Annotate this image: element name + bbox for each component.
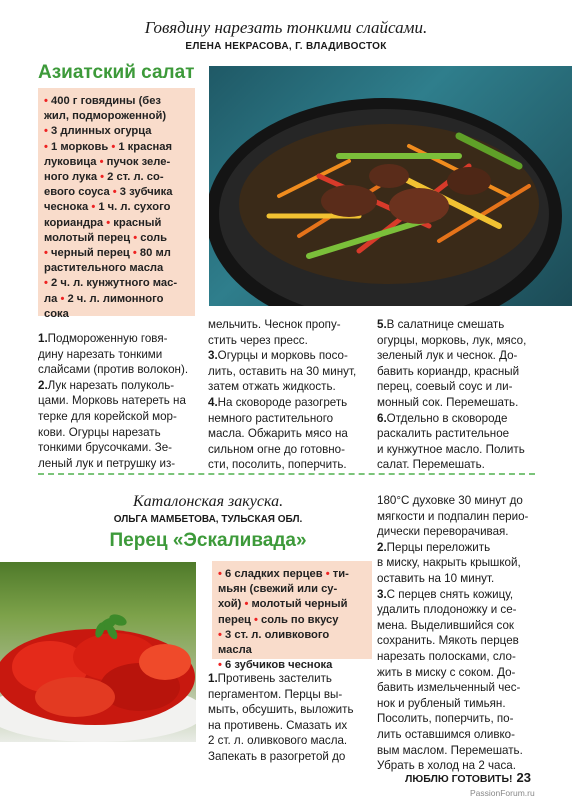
ingredient-line: мьян (свежий или су- — [218, 583, 338, 596]
recipe2-ingredients — [212, 561, 372, 672]
step-line: сти, посолить, поперчить. — [208, 458, 347, 472]
step-line: бавить кориандр, красный — [377, 364, 520, 378]
section-divider — [38, 473, 535, 475]
step-line: 5.В салатнице смешать — [377, 318, 505, 331]
page-footer — [405, 770, 531, 785]
recipe1-steps-col1 — [38, 331, 196, 471]
ingredient-line: луковица • пучок зеле- — [44, 155, 171, 168]
ingredient-line: ла • 2 ч. л. лимонного — [44, 292, 164, 305]
step-line: раскалить растительное — [377, 427, 510, 441]
ingredient-line: • 6 зубчиков чеснока — [218, 659, 333, 672]
step-line: нарезать полосками, сло- — [377, 649, 516, 663]
recipe1-steps-col2 — [208, 317, 366, 473]
step-line: жить в миску с соком. До- — [377, 665, 516, 679]
step-line: 180°С духовке 30 минут до — [377, 494, 523, 507]
step-line: удалить плодоножку и се- — [377, 603, 517, 617]
step-line: немного растительного — [208, 411, 334, 425]
ingredient-line: жил, подмороженной) — [44, 110, 167, 123]
salad-photo — [209, 66, 572, 306]
ingredient-line: • 400 г говядины (без — [44, 95, 161, 107]
step-line: 2.Лук нарезать полуколь- — [38, 378, 175, 392]
magazine-name: ЛЮБЛЮ ГОТОВИТЬ! — [405, 773, 513, 785]
step-line: 4.На сковороде разогреть — [208, 395, 348, 409]
ingredient-line: • 1 морковь • 1 красная — [44, 140, 173, 153]
ingredient-line: • 3 ст. л. оливкового масла — [218, 628, 330, 657]
step-line: зеленый лук и чеснок. До- — [377, 349, 518, 363]
step-line: Запекать в разогретой до — [208, 749, 346, 763]
step-line: 1.Противень застелить — [208, 672, 332, 685]
ingredient-line: • 6 сладких перцев • ти- — [218, 568, 349, 580]
step-line: масла. Обжарить мясо на — [208, 427, 348, 441]
step-line: дически переворачивая. — [377, 525, 509, 539]
recipe2-steps-col1 — [208, 671, 366, 765]
step-line: лить оставшимся оливко- — [377, 727, 515, 741]
recipe2-title: Перец «Эскаливада» — [109, 530, 307, 551]
ingredient-line: хой) • молотый черный — [218, 598, 348, 611]
step-line: сохранить. Мякоть перцев — [377, 634, 519, 648]
step-line: огурцы, морковь, лук, мясо, — [377, 333, 527, 347]
step-line: лить, оставить на 30 минут, — [208, 364, 357, 378]
ingredient-line: • 2 ч. л. кунжутного мас- — [44, 277, 178, 290]
ingredient-line: ного лука • 2 ст. л. со- — [44, 171, 164, 184]
step-line: 2.Перцы переложить — [377, 540, 491, 554]
watermark: PassionForum.ru — [470, 788, 535, 798]
recipe1-title: Азиатский салат — [38, 62, 195, 83]
pepper-dish-illustration — [0, 562, 196, 742]
step-line: затем отжать жидкость. — [208, 380, 336, 394]
ingredient-line: сока — [44, 307, 69, 320]
step-line: вым маслом. Перемешать. — [377, 743, 523, 757]
ingredient-line: евого соуса • 3 зубчика — [44, 186, 173, 199]
step-line: 3.С перцев снять кожицу, — [377, 587, 514, 601]
recipe1-steps-col3 — [377, 317, 535, 473]
step-line: Посолить, поперчить, по- — [377, 712, 514, 726]
step-line: дину нарезать тонкими — [38, 347, 163, 361]
step-line: тонкими брусочками. Зе- — [38, 441, 173, 455]
step-line: салат. Перемешать. — [377, 458, 485, 472]
step-line: бавить измельченный чес- — [377, 681, 521, 695]
step-line: мягкости и подпалин перио- — [377, 509, 529, 523]
step-line: пергаментом. Перцы вы- — [208, 687, 343, 701]
step-line: 2 ст. л. оливкового масла. — [208, 734, 348, 748]
recipe1-quote: Говядину нарезать тонкими слайсами. — [144, 18, 428, 37]
pepper-photo — [0, 562, 196, 742]
step-line: мыть, обсушить, выложить — [208, 703, 354, 717]
step-line: мельчить. Чеснок пропу- — [208, 318, 341, 331]
recipe2-quote: Каталонская закуска. — [132, 493, 284, 510]
step-line: сильном огне до готовно- — [208, 442, 345, 456]
step-line: оставить на 10 минут. — [377, 571, 495, 585]
step-line: кови. Огурцы нарезать — [38, 425, 161, 439]
ingredient-line: растительного масла — [44, 262, 164, 275]
ingredient-line: перец • соль по вкусу — [218, 613, 339, 626]
step-line: 3.Огурцы и морковь посо- — [208, 349, 348, 363]
step-line: слайсами (против волокон). — [38, 363, 189, 377]
recipe2-author: ОЛЬГА МАМБЕТОВА, ТУЛЬСКАЯ ОБЛ. — [113, 514, 303, 525]
ingredient-line: молотый перец • соль — [44, 231, 168, 244]
recipe1-author: ЕЛЕНА НЕКРАСОВА, Г. ВЛАДИВОСТОК — [185, 41, 387, 52]
ingredient-line: кориандра • красный — [44, 216, 162, 229]
step-line: на противень. Смазать их — [208, 718, 348, 732]
step-line: нок и рубленый тимьян. — [377, 696, 506, 710]
step-line: стить через пресс. — [208, 333, 308, 347]
ingredient-line: • 3 длинных огурца — [44, 125, 152, 138]
step-line: перец, соевый соус и ли- — [377, 380, 513, 394]
step-line: мена. Выделившийся сок — [377, 618, 515, 632]
step-line: в миску, накрыть крышкой, — [377, 556, 521, 570]
salad-bowl-illustration — [209, 66, 572, 306]
step-line: монный сок. Перемешать. — [377, 395, 519, 409]
step-line: цами. Морковь натереть на — [38, 394, 186, 408]
step-line: 1.Подмороженную говя- — [38, 332, 168, 345]
step-line: терке для корейской мор- — [38, 409, 177, 423]
step-line: Убрать в холод на 2 часа. — [377, 759, 516, 773]
ingredient-line: чеснока • 1 ч. л. сухого — [44, 201, 171, 214]
step-line: и кунжутное масло. Полить — [377, 442, 525, 456]
step-line: леный лук и петрушку из- — [38, 456, 176, 470]
ingredient-line: • черный перец • 80 мл — [44, 247, 171, 260]
step-line: 6.Отдельно в сковороде — [377, 411, 508, 425]
recipe1-ingredients — [38, 88, 195, 320]
page-number: 23 — [516, 770, 531, 785]
recipe2-steps-col2 — [377, 493, 537, 774]
